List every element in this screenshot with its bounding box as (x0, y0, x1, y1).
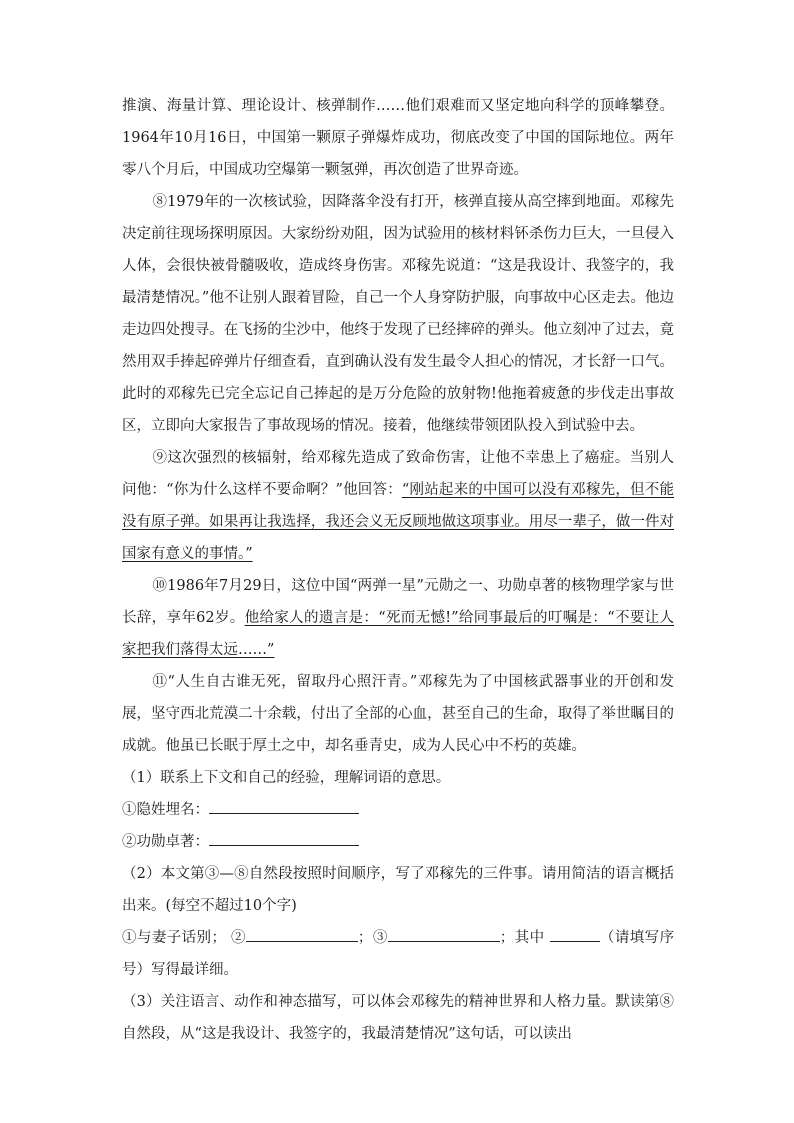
question-1-item-2-label: ②功勋卓著： (122, 834, 209, 850)
paragraph-10 (122, 570, 674, 666)
intro-paragraph: 推演、海量计算、理论设计、核弹制作……他们艰难而又坚定地向科学的顶峰攀登。1964年10月16日，中国第一颗原子弹爆炸成功，彻底改变了中国的国际地位。两年零八个月后，中国成功空爆第一颗氢弹，再次创造了世界奇迹。 (122, 98, 674, 178)
question-2-part-1: ①与妻子话别； (122, 930, 226, 946)
paragraph-11: ⑪“人生自古谁无死，留取丹心照汗青。”邓稼先为了中国核武器事业的开创和发展，坚守西北荒漠二十余载，付出了全部的心血，甚至自己的生命，取得了举世瞩目的成就。他虽已长眠于厚土之中，却名垂青史，成为人民心中不朽的英雄。 (122, 674, 674, 754)
paragraph-8: ⑧1979年的一次核试验，因降落伞没有打开，核弹直接从高空摔到地面。邓稼先决定前往现场探明原因。大家纷纷劝阻，因为试验用的核材料钚杀伤力巨大，一旦侵入人体，会很快被骨髓吸收，造成终身伤害。邓稼先说道：“这是我设计、我签字的，我最清楚情况。”他不让别人跟着冒险，自己一个人身穿防护服，向事故中心区走去。他边走边四处搜寻。在飞扬的尘沙中，他终于发现了已经摔碎的弹头。他立刻冲了过去，竟然用双手捧起碎弹片仔细查看，直到确认没有发生最令人担心的情况，才长舒一口气。此时的邓稼先已完全忘记自己捧起的是万分危险的放射物!他拖着疲惫的步伐走出事故区，立即向大家报告了事故现场的情况。接着，他继续带领团队投入到试验中去。 (122, 194, 674, 434)
question-1-item-2 (122, 826, 674, 858)
question-2-answers (122, 922, 674, 986)
paragraph-10-text: ⑩1986年7月29日，这位中国“两弹一星”元勋之一、功勋卓著的核物理学家与世长辞，享年62岁。 (122, 578, 674, 626)
question-3-prompt: （3）关注语言、动作和神态描写，可以体会邓稼先的精神世界和人格力量。默读第⑧自然段，从“这是我设计、我签字的，我最清楚情况”这句话，可以读出 (122, 994, 674, 1042)
question-2-part-2: ② (231, 930, 246, 946)
question-1-item-1-label: ①隐姓埋名： (122, 802, 209, 818)
answer-blank-4[interactable] (388, 923, 500, 942)
answer-blank-5[interactable] (550, 923, 600, 942)
question-2-part-5: （请填写序号）写得最详细。 (122, 930, 675, 978)
paragraph-9-underlined-quote: “刚站起来的中国可以没有邓稼先，但不能没有原子弹。如果再让我选择，我还会义无反顾地做这项事业。用尽一辈子，做一件对国家有意义的事情。” (122, 482, 674, 562)
answer-blank-3[interactable] (246, 923, 358, 942)
question-2-part-3: ；③ (357, 930, 388, 946)
paragraph-10-underlined-quote: 他给家人的遗言是：“死而无憾!”给同事最后的叮嘱是：“不要让人家把我们落得太远……” (122, 610, 674, 658)
question-2-prompt: （2）本文第③—⑧自然段按照时间顺序，写了邓稼先的三件事。请用简洁的语言概括出来。(每空不超过10个字) (122, 866, 674, 914)
paragraph-9 (122, 442, 674, 570)
question-1-item-1 (122, 794, 674, 826)
paragraph-9-text: ⑨这次强烈的核辐射，给邓稼先造成了致命伤害，让他不幸患上了癌症。当别人问他：“你为什么这样不要命啊？”他回答： (122, 450, 674, 498)
answer-blank-1[interactable] (209, 795, 359, 814)
question-2-part-4: ；其中 (499, 930, 545, 946)
question-1-prompt: （1）联系上下文和自己的经验，理解词语的意思。 (122, 770, 451, 786)
answer-blank-2[interactable] (209, 827, 359, 846)
